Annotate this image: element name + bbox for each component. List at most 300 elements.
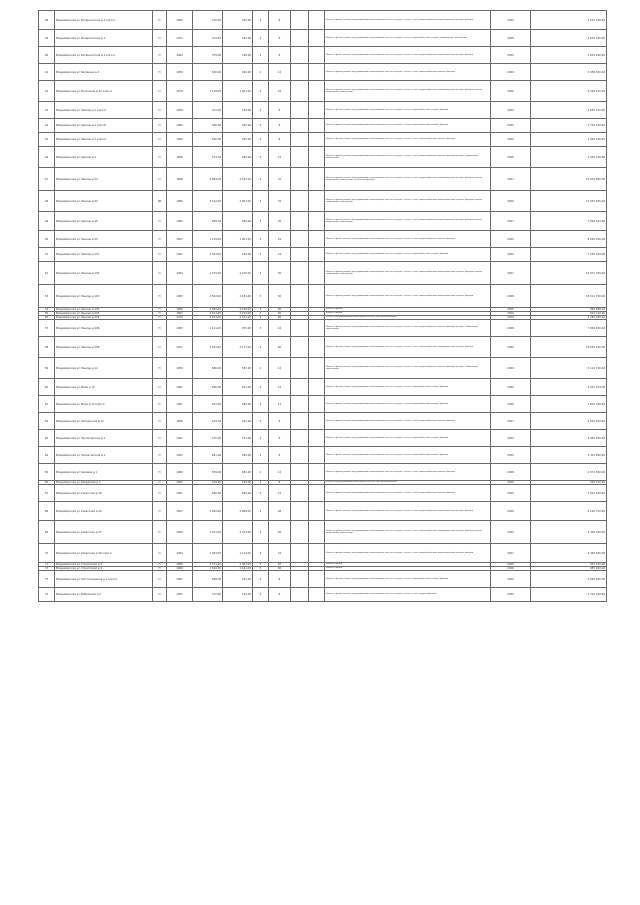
cell-sum: 987 240,00 (531, 567, 607, 571)
table-row (39, 379, 607, 396)
cell-sum: 3 412 890,40 (531, 447, 607, 464)
cell-s2: 319,00 (223, 588, 253, 602)
table-row (39, 147, 607, 168)
cell-d: Ремонт крыши; ремонт внутридомовых инженерных систем электро-, тепло-, водоснабжения; ремонт фасада (325, 447, 491, 464)
cell-n: 66 (39, 481, 55, 485)
cell-n: 64 (39, 447, 55, 464)
cell-p (291, 588, 309, 602)
cell-yr: 2027 (491, 212, 531, 231)
cell-v (309, 447, 325, 464)
cell-n: 53 (39, 285, 55, 308)
cell-e: 5 (253, 191, 269, 212)
table-row (39, 133, 607, 147)
cell-sum: 3 546 920,00 (531, 571, 607, 588)
cell-addr: Владимирская ул Строителей д 4 (55, 567, 153, 571)
cell-s1: 1 283,00 (193, 544, 223, 563)
cell-t: П (153, 11, 167, 30)
cell-s1: 2 816,00 (193, 567, 223, 571)
cell-addr: Владимирская ул Пионерская д 12 (55, 413, 153, 430)
cell-v (309, 379, 325, 396)
cell-y: 1964 (167, 544, 193, 563)
cell-t: П (153, 81, 167, 102)
cell-t: П (153, 119, 167, 133)
cell-p (291, 133, 309, 147)
cell-n: 38 (39, 11, 55, 30)
cell-d: Ремонт крыши; ремонт внутридомовых инженерных систем электро-, тепло-, газо-, водоснабжения; ремонт фасада; ремонт подвальных помещений (325, 358, 491, 379)
cell-addr: Владимирская ул Ленина д 55 (55, 231, 153, 248)
cell-sum: 2 702 330,40 (531, 119, 607, 133)
cell-addr: Владимирская ул Пролетарская д 4 (55, 447, 153, 464)
cell-t: П (153, 102, 167, 119)
cell-v (309, 544, 325, 563)
cell-n: 46 (39, 147, 55, 168)
cell-f: 8 (269, 11, 291, 30)
cell-s1: 382,00 (193, 119, 223, 133)
cell-y: 1961 (167, 248, 193, 262)
cell-p (291, 413, 309, 430)
cell-sum: 8 050 436,00 (531, 231, 607, 248)
cell-s1: 371,00 (193, 102, 223, 119)
cell-yr: 2027 (491, 544, 531, 563)
cell-n: 50 (39, 231, 55, 248)
cell-s2: 411,00 (223, 430, 253, 447)
cell-p (291, 81, 309, 102)
cell-v (309, 320, 325, 337)
cell-s1: 1 139,00 (193, 231, 223, 248)
cell-s2: 600,00 (223, 485, 253, 502)
cell-t: П (153, 64, 167, 81)
cell-f: 24 (269, 544, 291, 563)
cell-yr: 2029 (491, 316, 531, 320)
cell-e: 3 (253, 320, 269, 337)
cell-s1: 2 551,00 (193, 521, 223, 544)
cell-t: П (153, 464, 167, 481)
cell-e: 2 (253, 64, 269, 81)
cell-sum: 2 946 160,40 (531, 133, 607, 147)
cell-t: КБ (153, 191, 167, 212)
cell-sum: 4 801 350,40 (531, 396, 607, 413)
cell-yr: 2028 (491, 147, 531, 168)
cell-s1: 574,00 (193, 147, 223, 168)
cell-e: 2 (253, 413, 269, 430)
cell-sum: 3 632 970,40 (531, 413, 607, 430)
table-row (39, 464, 607, 481)
cell-s1: 2 611,00 (193, 312, 223, 316)
cell-s1: 984,00 (193, 212, 223, 231)
table-row (39, 231, 607, 248)
cell-v (309, 133, 325, 147)
cell-v (309, 231, 325, 248)
cell-e: 2 (253, 379, 269, 396)
cell-sum: 9 300 250,00 (531, 521, 607, 544)
cell-s1: 696,00 (193, 379, 223, 396)
cell-s2: 2 156,00 (223, 262, 253, 285)
cell-yr: 2030 (491, 47, 531, 64)
cell-t: П (153, 521, 167, 544)
cell-f: 24 (269, 320, 291, 337)
cell-s1: 489,00 (193, 571, 223, 588)
cell-d: Ремонт крыши; ремонт внутридомовых инженерных систем электро-, тепло-, газо-, водоснабжения, водоотведения; ремонт фасада; ремонт подвальных помещений (325, 81, 491, 102)
cell-s2: 2 272,00 (223, 312, 253, 316)
cell-sum: 7 862 930,40 (531, 320, 607, 337)
cell-sum: 4 931 524,00 (531, 379, 607, 396)
cell-yr: 2030 (491, 447, 531, 464)
cell-s1: 559,00 (193, 464, 223, 481)
cell-yr: 2028 (491, 285, 531, 308)
cell-y: 1964 (167, 262, 193, 285)
table-row (39, 413, 607, 430)
cell-p (291, 102, 309, 119)
cell-f: 60 (269, 312, 291, 316)
cell-d: Ремонт крыши; ремонт внутридомовых инженерных систем электро-, тепло-, газо-, водоснабжения, водоотведения; ремонт фасада (325, 47, 491, 64)
cell-t: П (153, 337, 167, 358)
cell-addr: Владимирская ул Советская д 39 корп А (55, 544, 153, 563)
cell-y: 1962 (167, 481, 193, 485)
cell-e: 5 (253, 316, 269, 320)
cell-addr: Владимирская ул Ленина д 163 (55, 285, 153, 308)
cell-t: П (153, 312, 167, 316)
cell-f: 20 (269, 212, 291, 231)
cell-y: 1972 (167, 30, 193, 47)
cell-d: Ремонт крыши; ремонт внутридомовых инженерных систем электро-, тепло-, газо-, водоснабжения; ремонт фасада (325, 231, 491, 248)
cell-yr: 2026 (491, 481, 531, 485)
table-row (39, 521, 607, 544)
cell-d: Ремонт крыши; ремонт внутридомовых инженерных систем электро-, тепло-, газо-, водоснабжения, водоотведения; ремонт фасада (325, 544, 491, 563)
cell-t: П (153, 262, 167, 285)
cell-addr: Владимирская ул Ленина д 1 корп А (55, 102, 153, 119)
cell-n: 57 (39, 320, 55, 337)
cell-e: 5 (253, 168, 269, 191)
cell-s2: 2 177,00 (223, 337, 253, 358)
cell-y: 1963 (167, 571, 193, 588)
cell-n: 74 (39, 588, 55, 602)
cell-s2: 2 151,20 (223, 316, 253, 320)
cell-d: Ремонт крыши; ремонт внутридомовых инженерных систем электро-, тепло-, газо-, водоснабжения; ремонт фасада; ремонт подвальных помещений (325, 147, 491, 168)
cell-yr: 2026 (491, 563, 531, 567)
cell-e: 2 (253, 464, 269, 481)
cell-y: 1956 (167, 358, 193, 379)
cell-t: П (153, 168, 167, 191)
cell-addr: Владимирская ул Ленина д 46 (55, 212, 153, 231)
cell-e: 2 (253, 147, 269, 168)
cell-n: 39 (39, 30, 55, 47)
cell-f: 50 (269, 262, 291, 285)
cell-e: 2 (253, 485, 269, 502)
cell-addr: Владимирская ул Свердлова д 5 (55, 481, 153, 485)
cell-f: 8 (269, 588, 291, 602)
cell-s2: 2 086,00 (223, 502, 253, 521)
cell-n: 40 (39, 47, 55, 64)
cell-addr: Владимирская ул Интернатская д 4 корп А (55, 47, 153, 64)
cell-p (291, 11, 309, 30)
cell-f: 8 (269, 133, 291, 147)
cell-yr: 2027 (491, 168, 531, 191)
cell-s1: 461,00 (193, 447, 223, 464)
cell-e: 2 (253, 119, 269, 133)
cell-e: 5 (253, 308, 269, 312)
cell-d: Ремонт крыши; ремонт внутридомовых инженерных систем электро-, тепло-, водоснабжения; ремонт фасада (325, 248, 491, 262)
cell-s1: 3 412,00 (193, 191, 223, 212)
cell-yr: 2029 (491, 571, 531, 588)
cell-n: 67 (39, 485, 55, 502)
cell-yr: 2027 (491, 413, 531, 430)
cell-yr: 2030 (491, 521, 531, 544)
cell-sum: 7 259 564,00 (531, 248, 607, 262)
cell-n: 59 (39, 358, 55, 379)
cell-p (291, 30, 309, 47)
cell-sum: 450 010,00 (531, 481, 607, 485)
cell-y: 1974 (167, 81, 193, 102)
cell-f: 76 (269, 191, 291, 212)
cell-d: Ремонт крыши; ремонт внутридомовых инженерных систем электро-, тепло-, газо-, водоснабжения, водоотведения; ремонт фасада (325, 11, 491, 30)
cell-v (309, 248, 325, 262)
cell-p (291, 248, 309, 262)
cell-s2: 2 547,10 (223, 168, 253, 191)
cell-t: П (153, 563, 167, 567)
cell-v (309, 11, 325, 30)
cell-s1: 1 111,00 (193, 320, 223, 337)
cell-v (309, 262, 325, 285)
cell-addr: Владимирская ул Ленина д 157 (55, 248, 153, 262)
cell-n: 71 (39, 563, 55, 567)
cell-addr: Владимирская ул Ленина д 159 (55, 262, 153, 285)
cell-e: 2 (253, 133, 269, 147)
cell-y: 1967 (167, 396, 193, 413)
cell-p (291, 119, 309, 133)
cell-d: Ремонт крыши; ремонт внутридомовых инженерных систем электро-, тепло-, водоснабжения; ремонт фасада (325, 102, 491, 119)
cell-f: 12 (269, 379, 291, 396)
cell-n: 65 (39, 464, 55, 481)
cell-e: 2 (253, 481, 269, 485)
table-row (39, 11, 607, 30)
cell-y: 1958 (167, 147, 193, 168)
cell-yr: 2027 (491, 262, 531, 285)
cell-v (309, 502, 325, 521)
cell-f: 12 (269, 464, 291, 481)
cell-t: П (153, 430, 167, 447)
cell-sum: 21 634 960,00 (531, 168, 607, 191)
cell-e: 2 (253, 571, 269, 588)
cell-d: Ремонт крыши; ремонт внутридомовых инженерных систем электро-, тепло-, газо-, водоснабжения; ремонт фасада (325, 133, 491, 147)
cell-n: 72 (39, 567, 55, 571)
cell-v (309, 588, 325, 602)
cell-e: 5 (253, 262, 269, 285)
cell-p (291, 262, 309, 285)
cell-f: 60 (269, 308, 291, 312)
cell-e: 5 (253, 312, 269, 316)
cell-t: П (153, 502, 167, 521)
cell-s2: 1 001,40 (223, 231, 253, 248)
table-row (39, 262, 607, 285)
cell-n: 48 (39, 191, 55, 212)
cell-p (291, 571, 309, 588)
cell-s1: 1 053,00 (193, 248, 223, 262)
cell-sum: 3 541 220,40 (531, 11, 607, 30)
cell-s2: 322,00 (223, 30, 253, 47)
cell-f: 24 (269, 231, 291, 248)
cell-e: 2 (253, 30, 269, 47)
cell-f: 8 (269, 447, 291, 464)
cell-sum: 3 493 650,40 (531, 430, 607, 447)
cell-s2: 397,00 (223, 133, 253, 147)
cell-f: 8 (269, 481, 291, 485)
cell-addr: Владимирская ул Ленина д 12 (55, 358, 153, 379)
cell-n: 55 (39, 312, 55, 316)
cell-addr: Владимирская ул Мира д 10 (55, 379, 153, 396)
cell-s2: 580,00 (223, 396, 253, 413)
cell-s1: 2 884,00 (193, 168, 223, 191)
cell-sum: 2 701 300,40 (531, 588, 607, 602)
cell-y: 1971 (167, 337, 193, 358)
cell-t: П (153, 413, 167, 430)
cell-n: 42 (39, 81, 55, 102)
cell-addr: Владимирская ул Советская д 29 (55, 502, 153, 521)
cell-yr: 2026 (491, 502, 531, 521)
cell-v (309, 191, 325, 212)
cell-s2: 1 113,00 (223, 544, 253, 563)
cell-e: 2 (253, 588, 269, 602)
cell-s1: 479,00 (193, 481, 223, 485)
cell-addr: Владимирская ул Мира д 14 корп А (55, 396, 153, 413)
table-row (39, 485, 607, 502)
cell-yr: 2030 (491, 337, 531, 358)
cell-p (291, 502, 309, 521)
cell-n: 60 (39, 379, 55, 396)
cell-yr: 2030 (491, 588, 531, 602)
table-row (39, 337, 607, 358)
cell-yr: 2029 (491, 102, 531, 119)
cell-addr: Владимирская ул Ленина д 3 корп А (55, 133, 153, 147)
cell-y: 1963 (167, 212, 193, 231)
cell-s2: 395,00 (223, 447, 253, 464)
cell-p (291, 64, 309, 81)
cell-v (309, 119, 325, 133)
cell-addr: Владимирская ул Пролетарская д 2 (55, 430, 153, 447)
cell-yr: 2029 (491, 430, 531, 447)
cell-p (291, 191, 309, 212)
cell-y: 1960 (167, 464, 193, 481)
cell-sum: 6 281 350,40 (531, 316, 607, 320)
cell-e: 4 (253, 521, 269, 544)
cell-y: 1967 (167, 312, 193, 316)
cell-f: 60 (269, 316, 291, 320)
cell-d: Ремонт крыши; ремонт внутридомовых инженерных систем электро-, тепло-, водоснабжения; ремонт фасада (325, 379, 491, 396)
table-row (39, 119, 607, 133)
cell-d: Ремонт крыши; ремонт внутридомовых инженерных систем электро-, тепло-, газо-, водоснабжения, водоотведения; ремонт фасада; ремонт подвальных помещений; утепление фасада (325, 168, 491, 191)
cell-f: 8 (269, 102, 291, 119)
cell-d: Ремонт крыши; ремонт внутридомовых инженерных систем электро-, тепло-, газо-, водоснабжения, водоотведения; ремонт фасада (325, 502, 491, 521)
cell-sum: 18 411 760,00 (531, 285, 607, 308)
cell-d: Ремонт крыши (325, 563, 491, 567)
cell-p (291, 430, 309, 447)
cell-f: 60 (269, 337, 291, 358)
cell-sum: 4 071 300,00 (531, 464, 607, 481)
cell-p (291, 358, 309, 379)
cell-f: 12 (269, 396, 291, 413)
cell-sum: 6 326 410,20 (531, 81, 607, 102)
cell-f: 8 (269, 571, 291, 588)
cell-n: 51 (39, 248, 55, 262)
cell-e: 2 (253, 430, 269, 447)
cell-f: 8 (269, 30, 291, 47)
cell-t: П (153, 447, 167, 464)
cell-y: 1966 (167, 308, 193, 312)
cell-d: Ремонт крыши; ремонт внутридомовых инженерных систем электро-, тепло-, газо-, водоснабжения, водоотведения; ремонт фасада; ремонт подвальных помещений (325, 262, 491, 285)
cell-v (309, 396, 325, 413)
cell-addr: Владимирская ул Советская д 37 (55, 521, 153, 544)
cell-sum: 3 935 240,80 (531, 147, 607, 168)
cell-d: Ремонт крыши; ремонт внутридомовых инженерных систем электро-, тепло-, газо-, водоснабжения, водоотведения; ремонт фасада; ремонт подвальных помещений (325, 212, 491, 231)
cell-t: П (153, 544, 167, 563)
cell-n: 62 (39, 413, 55, 430)
cell-e: 5 (253, 563, 269, 567)
cell-sum: 915 110,00 (531, 312, 607, 316)
cell-n: 49 (39, 212, 55, 231)
cell-e: 2 (253, 11, 269, 30)
cell-s1: 1 148,00 (193, 81, 223, 102)
cell-v (309, 102, 325, 119)
cell-n: 63 (39, 430, 55, 447)
cell-v (309, 64, 325, 81)
cell-f: 24 (269, 81, 291, 102)
cell-p (291, 379, 309, 396)
cell-f: 48 (269, 502, 291, 521)
cell-s1: 374,50 (193, 30, 223, 47)
cell-addr: Владимирская ул Калинина д 4 (55, 64, 153, 81)
cell-addr: Владимирская ул Ленина д 208 (55, 337, 153, 358)
cell-s1: 540,00 (193, 64, 223, 81)
cell-s2: 492,00 (223, 147, 253, 168)
cell-v (309, 521, 325, 544)
cell-n: 58 (39, 337, 55, 358)
cell-yr: 2030 (491, 379, 531, 396)
cell-yr: 2029 (491, 133, 531, 147)
cell-yr: 2030 (491, 248, 531, 262)
table-row (39, 212, 607, 231)
cell-p (291, 544, 309, 563)
cell-s2: 2 226,00 (223, 308, 253, 312)
cell-n: 47 (39, 168, 55, 191)
cell-v (309, 285, 325, 308)
cell-addr: Владимирская ул Ленина д 205 (55, 316, 153, 320)
cell-v (309, 358, 325, 379)
cell-t: П (153, 396, 167, 413)
table-row (39, 447, 607, 464)
cell-s2: 421,00 (223, 571, 253, 588)
cell-t: П (153, 481, 167, 485)
cell-f: 8 (269, 430, 291, 447)
cell-y: 1961 (167, 430, 193, 447)
cell-v (309, 430, 325, 447)
cell-d: Ремонт крыши; ремонт внутридомовых инженерных систем электро-, тепло-, газо-, водоснабжения, водоотведения; ремонт фасада; ремонт подвальных помещений (325, 521, 491, 544)
cell-t: П (153, 571, 167, 588)
cell-d: Ремонт крыши; ремонт внутридомовых инженерных систем электро-, тепло-, водоснабжения; ремонт фасада (325, 571, 491, 588)
cell-y: 1961 (167, 485, 193, 502)
cell-p (291, 168, 309, 191)
cell-s1: 2 560,00 (193, 308, 223, 312)
cell-e: 5 (253, 567, 269, 571)
cell-v (309, 147, 325, 168)
cell-t: П (153, 308, 167, 312)
cell-t: П (153, 285, 167, 308)
cell-addr: Владимирская ул Ленина д 5 (55, 147, 153, 168)
cell-d: Ремонт крыши (325, 567, 491, 571)
cell-sum: 7 864 391,60 (531, 212, 607, 231)
cell-y: 1969 (167, 11, 193, 30)
cell-s2: 481,00 (223, 464, 253, 481)
cell-t: П (153, 320, 167, 337)
cell-t: П (153, 212, 167, 231)
